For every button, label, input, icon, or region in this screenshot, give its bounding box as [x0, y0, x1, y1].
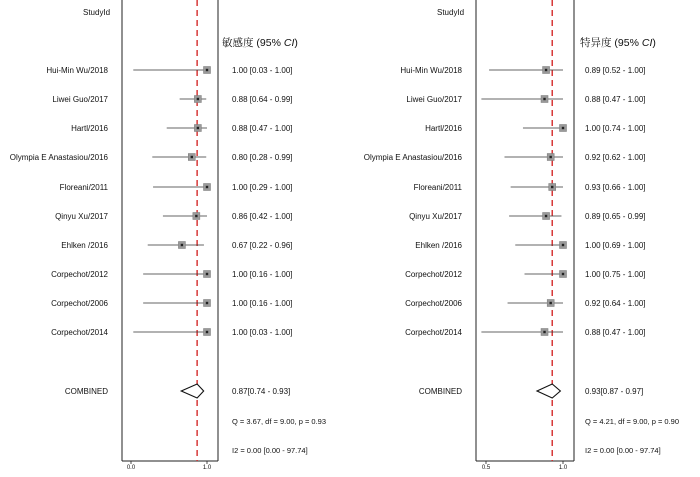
- combined-ci-text: 0.87[0.74 - 0.93]: [232, 387, 291, 396]
- x-tick-label: 1.0: [558, 465, 568, 471]
- forest-panel-specificity: [364, 0, 679, 471]
- study-label: Qinyu Xu/2017: [55, 212, 108, 221]
- combined-ci-text: 0.93[0.87 - 0.97]: [585, 387, 644, 396]
- point-estimate-center: [562, 127, 564, 129]
- point-estimate-center: [562, 273, 564, 275]
- point-estimate-center: [543, 331, 545, 333]
- x-tick-label: 0.0: [126, 465, 136, 471]
- heterogeneity-q-stat: Q = 4.21, df = 9.00, p = 0.90: [585, 417, 680, 426]
- ci-value-text: 1.00 [0.29 - 1.00]: [232, 183, 293, 192]
- ci-value-text: 0.89 [0.52 - 1.00]: [585, 66, 646, 75]
- combined-diamond: [537, 384, 560, 398]
- ci-value-text: 1.00 [0.03 - 1.00]: [232, 328, 293, 337]
- ci-value-text: 0.93 [0.66 - 1.00]: [585, 183, 646, 192]
- ci-value-text: 0.88 [0.47 - 1.00]: [585, 328, 646, 337]
- point-estimate-center: [195, 215, 197, 217]
- point-estimate-center: [562, 244, 564, 246]
- study-label: Corpechot/2006: [405, 299, 462, 308]
- study-label: Corpechot/2014: [51, 328, 108, 337]
- metric-label-prefix: 特异度 (95%: [580, 37, 642, 49]
- combined-label: COMBINED: [418, 387, 462, 396]
- study-label: Corpechot/2006: [51, 299, 108, 308]
- column-header: StudyId: [83, 8, 111, 17]
- point-estimate-center: [545, 215, 547, 217]
- heterogeneity-q-stat: Q = 3.67, df = 9.00, p = 0.93: [232, 417, 327, 426]
- metric-label-suffix: ): [294, 37, 298, 49]
- point-estimate-center: [197, 127, 199, 129]
- x-tick-label: 0.5: [481, 465, 491, 471]
- study-label: Hartl/2016: [71, 124, 108, 133]
- point-estimate-center: [197, 98, 199, 100]
- point-estimate-center: [191, 156, 193, 158]
- study-label: Corpechot/2012: [51, 270, 108, 279]
- ci-value-text: 0.88 [0.64 - 0.99]: [232, 95, 293, 104]
- study-label: Liwei Guo/2017: [52, 95, 108, 104]
- point-estimate-center: [206, 273, 208, 275]
- study-label: Qinyu Xu/2017: [409, 212, 462, 221]
- point-estimate-center: [206, 331, 208, 333]
- combined-diamond: [181, 384, 203, 398]
- point-estimate-center: [543, 98, 545, 100]
- point-estimate-center: [545, 69, 547, 71]
- point-estimate-center: [206, 186, 208, 188]
- heterogeneity-i2-stat: I2 = 0.00 [0.00 - 97.74]: [585, 446, 661, 455]
- study-label: Ehlken /2016: [61, 241, 108, 250]
- ci-value-text: 1.00 [0.69 - 1.00]: [585, 241, 646, 250]
- ci-value-text: 0.89 [0.65 - 0.99]: [585, 212, 646, 221]
- column-header: StudyId: [437, 8, 465, 17]
- study-label: Ehlken /2016: [415, 241, 462, 250]
- metric-label: [580, 36, 656, 49]
- point-estimate-center: [551, 186, 553, 188]
- metric-label-prefix: 敏感度 (95%: [222, 37, 284, 49]
- ci-value-text: 1.00 [0.74 - 1.00]: [585, 124, 646, 133]
- ci-value-text: 0.92 [0.62 - 1.00]: [585, 153, 646, 162]
- point-estimate-center: [549, 156, 551, 158]
- study-label: Hui-Min Wu/2018: [46, 66, 108, 75]
- ci-value-text: 0.92 [0.64 - 1.00]: [585, 299, 646, 308]
- combined-label: COMBINED: [64, 387, 108, 396]
- point-estimate-center: [206, 302, 208, 304]
- study-label: Hui-Min Wu/2018: [400, 66, 462, 75]
- ci-value-text: 1.00 [0.03 - 1.00]: [232, 66, 293, 75]
- point-estimate-center: [549, 302, 551, 304]
- ci-value-text: 1.00 [0.16 - 1.00]: [232, 270, 293, 279]
- metric-label-ci: CI: [283, 37, 295, 49]
- study-label: Corpechot/2014: [405, 328, 462, 337]
- metric-label-suffix: ): [652, 37, 656, 49]
- study-label: Corpechot/2012: [405, 270, 462, 279]
- study-label: Floreani/2011: [413, 183, 462, 192]
- ci-value-text: 0.86 [0.42 - 1.00]: [232, 212, 293, 221]
- x-tick-label: 1.0: [202, 465, 212, 471]
- point-estimate-center: [181, 244, 183, 246]
- ci-value-text: 0.80 [0.28 - 0.99]: [232, 153, 293, 162]
- ci-value-text: 1.00 [0.75 - 1.00]: [585, 270, 646, 279]
- ci-value-text: 1.00 [0.16 - 1.00]: [232, 299, 293, 308]
- ci-value-text: 0.88 [0.47 - 1.00]: [585, 95, 646, 104]
- ci-value-text: 0.67 [0.22 - 0.96]: [232, 241, 293, 250]
- metric-label: [222, 36, 298, 49]
- point-estimate-center: [206, 69, 208, 71]
- study-label: Olympia E Anastasiou/2016: [9, 153, 108, 162]
- metric-label-ci: CI: [641, 37, 653, 49]
- forest-panel-sensitivity: [10, 0, 326, 471]
- heterogeneity-i2-stat: I2 = 0.00 [0.00 - 97.74]: [232, 446, 308, 455]
- study-label: Olympia E Anastasiou/2016: [363, 153, 462, 162]
- study-label: Hartl/2016: [425, 124, 462, 133]
- ci-value-text: 0.88 [0.47 - 1.00]: [232, 124, 293, 133]
- study-label: Liwei Guo/2017: [406, 95, 462, 104]
- study-label: Floreani/2011: [59, 183, 108, 192]
